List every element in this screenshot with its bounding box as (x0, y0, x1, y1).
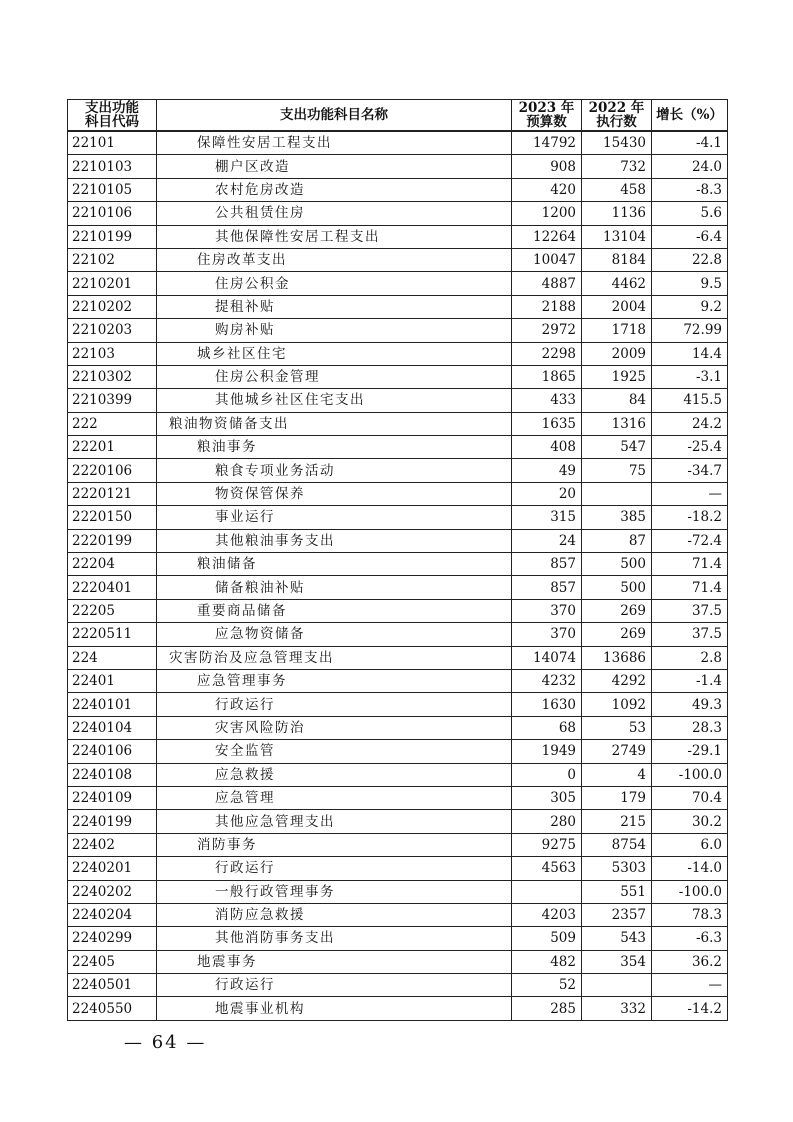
budget-cell: 0 (512, 763, 582, 786)
exec-cell: 1136 (582, 202, 652, 225)
name-cell: 应急管理事务 (157, 669, 512, 692)
budget-table (67, 99, 728, 1021)
exec-cell: 4 (582, 763, 652, 786)
code-cell: 2220511 (68, 623, 157, 646)
exec-cell: 4462 (582, 272, 652, 295)
exec-cell: 75 (582, 459, 652, 482)
exec-cell: 5303 (582, 857, 652, 880)
name-cell: 消防应急救援 (157, 903, 512, 926)
name-cell: 事业运行 (157, 506, 512, 529)
growth-cell: -6.4 (652, 225, 728, 248)
growth-cell: 9.2 (652, 295, 728, 318)
budget-cell: 420 (512, 178, 582, 201)
code-cell: 2240202 (68, 880, 157, 903)
name-cell: 行政运行 (157, 974, 512, 997)
exec-cell: 500 (582, 553, 652, 576)
header-row (68, 100, 728, 132)
name-cell: 公共租赁住房 (157, 202, 512, 225)
code-cell: 2210399 (68, 389, 157, 412)
exec-cell: 2009 (582, 342, 652, 365)
table-row (68, 903, 728, 926)
table-row (68, 599, 728, 622)
growth-cell: -34.7 (652, 459, 728, 482)
table-row (68, 576, 728, 599)
growth-cell: 49.3 (652, 693, 728, 716)
table-row (68, 553, 728, 576)
code-cell: 22402 (68, 833, 157, 856)
name-cell: 重要商品储备 (157, 599, 512, 622)
name-cell: 粮油储备 (157, 553, 512, 576)
growth-cell: -18.2 (652, 506, 728, 529)
name-cell: 住房公积金管理 (157, 365, 512, 388)
budget-cell: 10047 (512, 248, 582, 271)
budget-cell: 280 (512, 810, 582, 833)
table-row (68, 459, 728, 482)
exec-cell: 215 (582, 810, 652, 833)
budget-cell: 9275 (512, 833, 582, 856)
budget-cell: 20 (512, 482, 582, 505)
code-cell: 2220121 (68, 482, 157, 505)
budget-cell: 315 (512, 506, 582, 529)
table-body (68, 131, 728, 1020)
budget-cell: 857 (512, 553, 582, 576)
budget-cell: 14792 (512, 131, 582, 155)
code-cell: 2220150 (68, 506, 157, 529)
table-row (68, 202, 728, 225)
page-number: — 64 — (124, 1032, 207, 1053)
name-cell: 粮油物资储备支出 (157, 412, 512, 435)
table-row (68, 389, 728, 412)
name-cell: 其他消防事务支出 (157, 927, 512, 950)
code-cell: 2240101 (68, 693, 157, 716)
code-cell: 2240104 (68, 716, 157, 739)
exec-cell: 2004 (582, 295, 652, 318)
budget-cell: 1865 (512, 365, 582, 388)
table-row (68, 669, 728, 692)
budget-cell: 2972 (512, 319, 582, 342)
budget-cell: 4232 (512, 669, 582, 692)
exec-cell: 2749 (582, 740, 652, 763)
code-cell: 2240204 (68, 903, 157, 926)
budget-cell: 408 (512, 436, 582, 459)
exec-cell: 15430 (582, 131, 652, 155)
name-cell: 购房补贴 (157, 319, 512, 342)
table-row (68, 997, 728, 1020)
growth-cell: 37.5 (652, 623, 728, 646)
budget-cell: 908 (512, 155, 582, 178)
name-cell: 农村危房改造 (157, 178, 512, 201)
name-cell: 提租补贴 (157, 295, 512, 318)
growth-cell: 24.2 (652, 412, 728, 435)
budget-cell: 1630 (512, 693, 582, 716)
code-cell: 2210201 (68, 272, 157, 295)
growth-cell: 24.0 (652, 155, 728, 178)
name-cell: 消防事务 (157, 833, 512, 856)
name-cell: 应急救援 (157, 763, 512, 786)
growth-cell: 78.3 (652, 903, 728, 926)
table-row (68, 178, 728, 201)
name-cell: 城乡社区住宅 (157, 342, 512, 365)
header-exec-line1: 2022 年 (588, 100, 645, 116)
budget-cell: 12264 (512, 225, 582, 248)
budget-cell: 370 (512, 599, 582, 622)
exec-cell: 551 (582, 880, 652, 903)
table-row (68, 740, 728, 763)
exec-cell: 87 (582, 529, 652, 552)
table-row (68, 763, 728, 786)
name-cell: 地震事业机构 (157, 997, 512, 1020)
code-cell: 222 (68, 412, 157, 435)
growth-cell: — (652, 482, 728, 505)
table-row (68, 482, 728, 505)
budget-cell: 509 (512, 927, 582, 950)
header-budget (512, 100, 582, 132)
name-cell: 一般行政管理事务 (157, 880, 512, 903)
code-cell: 2240108 (68, 763, 157, 786)
growth-cell: -8.3 (652, 178, 728, 201)
table-row (68, 319, 728, 342)
code-cell: 2240106 (68, 740, 157, 763)
exec-cell: 1092 (582, 693, 652, 716)
table-row (68, 623, 728, 646)
name-cell: 粮油事务 (157, 436, 512, 459)
budget-cell: 433 (512, 389, 582, 412)
exec-cell: 4292 (582, 669, 652, 692)
budget-cell: 52 (512, 974, 582, 997)
exec-cell: 547 (582, 436, 652, 459)
growth-cell: 70.4 (652, 786, 728, 809)
table-row (68, 786, 728, 809)
name-cell: 行政运行 (157, 857, 512, 880)
budget-cell: 14074 (512, 646, 582, 669)
header-code (68, 100, 157, 132)
table-row (68, 646, 728, 669)
name-cell: 住房改革支出 (157, 248, 512, 271)
table-row (68, 131, 728, 155)
growth-cell: -72.4 (652, 529, 728, 552)
name-cell: 地震事务 (157, 950, 512, 973)
growth-cell: 71.4 (652, 576, 728, 599)
growth-cell: 28.3 (652, 716, 728, 739)
budget-cell: 2298 (512, 342, 582, 365)
growth-cell: 415.5 (652, 389, 728, 412)
name-cell: 物资保管保养 (157, 482, 512, 505)
growth-cell: 30.2 (652, 810, 728, 833)
table-row (68, 412, 728, 435)
exec-cell: 354 (582, 950, 652, 973)
exec-cell: 332 (582, 997, 652, 1020)
exec-cell: 500 (582, 576, 652, 599)
name-cell: 灾害风险防治 (157, 716, 512, 739)
table-row (68, 857, 728, 880)
growth-cell: -14.0 (652, 857, 728, 880)
header-code-line1: 支出功能 (85, 100, 139, 116)
growth-cell: -100.0 (652, 763, 728, 786)
budget-cell: 482 (512, 950, 582, 973)
exec-cell (582, 482, 652, 505)
code-cell: 22102 (68, 248, 157, 271)
budget-cell: 305 (512, 786, 582, 809)
growth-cell: 72.99 (652, 319, 728, 342)
code-cell: 2240299 (68, 927, 157, 950)
growth-cell: -3.1 (652, 365, 728, 388)
table-row (68, 248, 728, 271)
budget-cell: 68 (512, 716, 582, 739)
code-cell: 22204 (68, 553, 157, 576)
growth-cell: -25.4 (652, 436, 728, 459)
growth-cell: 37.5 (652, 599, 728, 622)
header-name: 支出功能科目名称 (157, 100, 512, 132)
header-exec (582, 100, 652, 132)
table-row (68, 295, 728, 318)
budget-cell: 4203 (512, 903, 582, 926)
exec-cell: 458 (582, 178, 652, 201)
code-cell: 22401 (68, 669, 157, 692)
budget-cell (512, 880, 582, 903)
exec-cell: 1316 (582, 412, 652, 435)
budget-cell: 1200 (512, 202, 582, 225)
code-cell: 224 (68, 646, 157, 669)
code-cell: 2240550 (68, 997, 157, 1020)
code-cell: 22205 (68, 599, 157, 622)
code-cell: 22405 (68, 950, 157, 973)
growth-cell: -100.0 (652, 880, 728, 903)
exec-cell: 13686 (582, 646, 652, 669)
exec-cell: 179 (582, 786, 652, 809)
name-cell: 粮食专项业务活动 (157, 459, 512, 482)
code-cell: 2210203 (68, 319, 157, 342)
name-cell: 住房公积金 (157, 272, 512, 295)
exec-cell: 84 (582, 389, 652, 412)
exec-cell: 1718 (582, 319, 652, 342)
table-row (68, 810, 728, 833)
header-budget-line1: 2023 年 (518, 100, 575, 116)
growth-cell: 14.4 (652, 342, 728, 365)
table-row (68, 529, 728, 552)
header-code-line2: 科目代码 (85, 114, 139, 130)
code-cell: 2240201 (68, 857, 157, 880)
name-cell: 棚户区改造 (157, 155, 512, 178)
name-cell: 灾害防治及应急管理支出 (157, 646, 512, 669)
name-cell: 储备粮油补贴 (157, 576, 512, 599)
code-cell: 2240501 (68, 974, 157, 997)
header-exec-line2: 执行数 (596, 114, 637, 130)
table-row (68, 225, 728, 248)
growth-cell: -14.2 (652, 997, 728, 1020)
table-row (68, 365, 728, 388)
table-row (68, 716, 728, 739)
name-cell: 应急物资储备 (157, 623, 512, 646)
code-cell: 22101 (68, 131, 157, 155)
name-cell: 保障性安居工程支出 (157, 131, 512, 155)
exec-cell: 1925 (582, 365, 652, 388)
code-cell: 2210106 (68, 202, 157, 225)
table-row (68, 927, 728, 950)
name-cell: 行政运行 (157, 693, 512, 716)
growth-cell: 6.0 (652, 833, 728, 856)
code-cell: 22201 (68, 436, 157, 459)
name-cell: 其他粮油事务支出 (157, 529, 512, 552)
growth-cell: -4.1 (652, 131, 728, 155)
growth-cell: 36.2 (652, 950, 728, 973)
exec-cell: 13104 (582, 225, 652, 248)
growth-cell: — (652, 974, 728, 997)
table-row (68, 950, 728, 973)
code-cell: 2220199 (68, 529, 157, 552)
exec-cell: 732 (582, 155, 652, 178)
name-cell: 应急管理 (157, 786, 512, 809)
code-cell: 2240109 (68, 786, 157, 809)
name-cell: 其他保障性安居工程支出 (157, 225, 512, 248)
table-row (68, 693, 728, 716)
code-cell: 2210199 (68, 225, 157, 248)
budget-cell: 285 (512, 997, 582, 1020)
growth-cell: 71.4 (652, 553, 728, 576)
code-cell: 2210202 (68, 295, 157, 318)
code-cell: 2220106 (68, 459, 157, 482)
code-cell: 2210103 (68, 155, 157, 178)
budget-cell: 1635 (512, 412, 582, 435)
growth-cell: -29.1 (652, 740, 728, 763)
name-cell: 其他应急管理支出 (157, 810, 512, 833)
exec-cell: 2357 (582, 903, 652, 926)
growth-cell: 5.6 (652, 202, 728, 225)
growth-cell: 22.8 (652, 248, 728, 271)
exec-cell: 543 (582, 927, 652, 950)
budget-cell: 49 (512, 459, 582, 482)
code-cell: 2220401 (68, 576, 157, 599)
exec-cell: 269 (582, 623, 652, 646)
name-cell: 安全监管 (157, 740, 512, 763)
growth-cell: 9.5 (652, 272, 728, 295)
growth-cell: -1.4 (652, 669, 728, 692)
budget-cell: 4563 (512, 857, 582, 880)
exec-cell: 53 (582, 716, 652, 739)
header-budget-line2: 预算数 (526, 114, 567, 130)
growth-cell: 2.8 (652, 646, 728, 669)
budget-cell: 857 (512, 576, 582, 599)
budget-cell: 4887 (512, 272, 582, 295)
table-row (68, 436, 728, 459)
code-cell: 2240199 (68, 810, 157, 833)
budget-cell: 370 (512, 623, 582, 646)
table-row (68, 342, 728, 365)
exec-cell: 8754 (582, 833, 652, 856)
table-row (68, 506, 728, 529)
table-row (68, 272, 728, 295)
table-row (68, 880, 728, 903)
code-cell: 2210105 (68, 178, 157, 201)
exec-cell: 385 (582, 506, 652, 529)
budget-cell: 2188 (512, 295, 582, 318)
budget-cell: 1949 (512, 740, 582, 763)
table-header (68, 100, 728, 132)
growth-cell: -6.3 (652, 927, 728, 950)
exec-cell (582, 974, 652, 997)
table-row (68, 833, 728, 856)
exec-cell: 8184 (582, 248, 652, 271)
name-cell: 其他城乡社区住宅支出 (157, 389, 512, 412)
budget-cell: 24 (512, 529, 582, 552)
table-row (68, 155, 728, 178)
table-row (68, 974, 728, 997)
header-growth: 增长（%） (652, 100, 728, 132)
exec-cell: 269 (582, 599, 652, 622)
code-cell: 22103 (68, 342, 157, 365)
code-cell: 2210302 (68, 365, 157, 388)
